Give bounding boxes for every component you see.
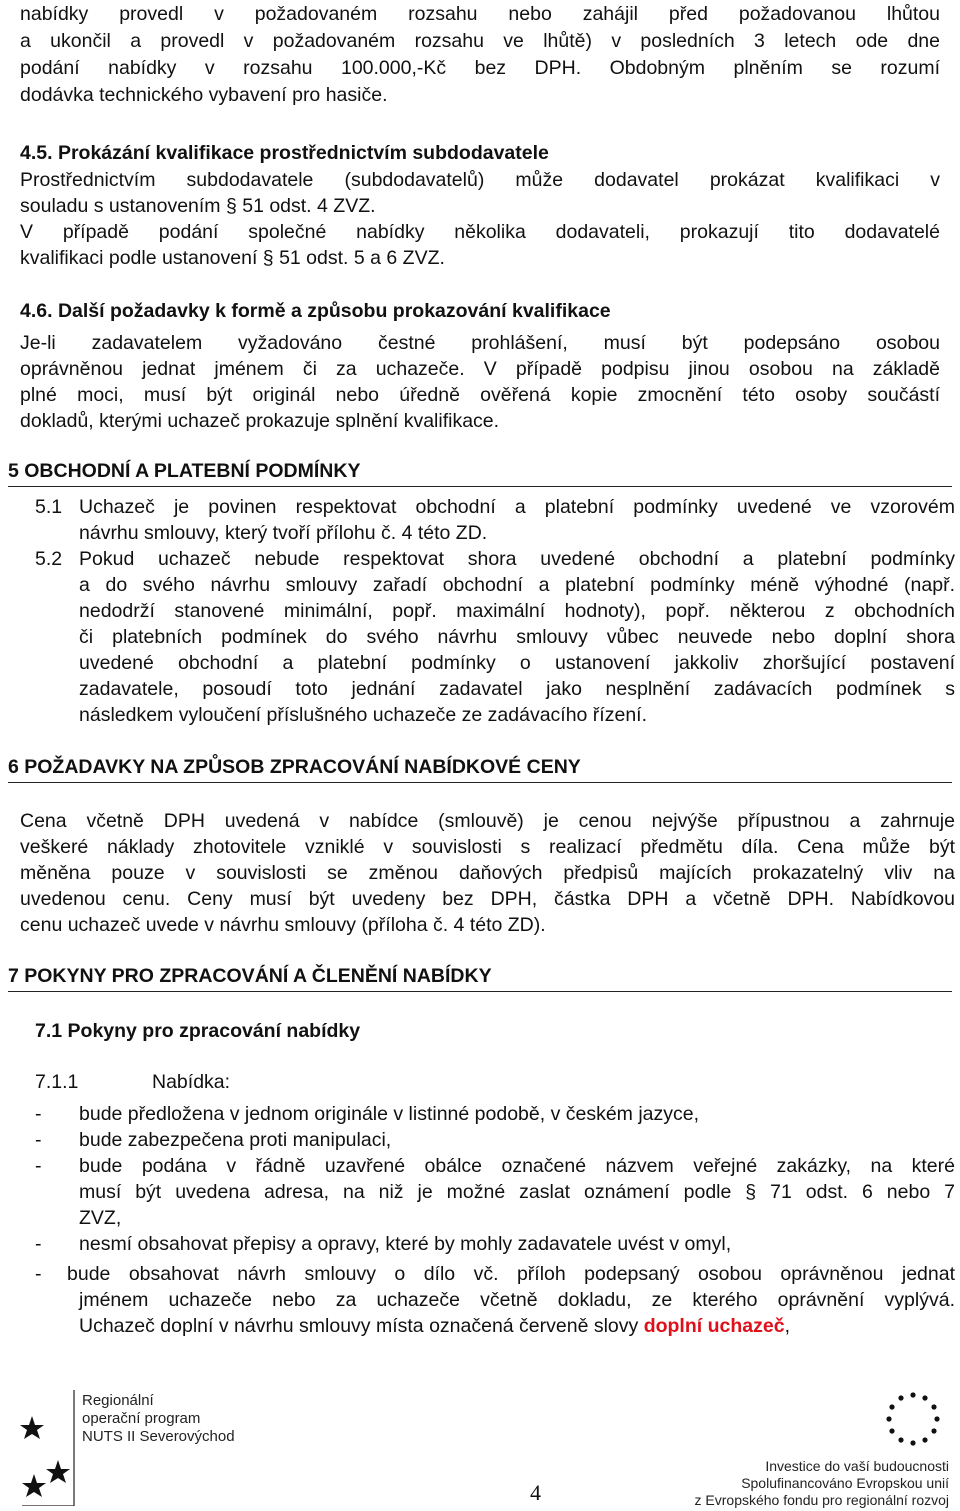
bullet-dash: - xyxy=(35,1233,42,1255)
section-7-1-heading: 7.1 Pokyny pro zpracování nabídky xyxy=(35,1020,361,1042)
para-5-2-line: zadavatele, posoudí toto jednání zadavatel jako nesplnění zadávacích podmínek s xyxy=(79,678,955,700)
section-4-6-line: Je-li zadavatelem vyžadováno čestné prohlášení, musí být podepsáno osobou xyxy=(20,332,940,354)
section-4-5-line: Prostřednictvím subdodavatele (subdodavatelů) může dodavatel prokázat kvalifikaci v xyxy=(20,169,940,191)
rop-logo-line: operační program xyxy=(82,1410,201,1427)
page-number: 4 xyxy=(530,1480,541,1505)
rop-logo-line: NUTS II Severovýchod xyxy=(82,1428,235,1445)
section-6-line: veškeré náklady zhotovitele vzniklé v souvislosti s realizací předmětu díla. Cena může být xyxy=(20,836,955,858)
eu-logo xyxy=(694,1388,955,1508)
para-5-1-line: Uchazeč je povinen respektovat obchodní a platební podmínky uvedené ve vzorovém xyxy=(79,496,955,518)
final-instruction-text: Uchazeč doplní v návrhu smlouvy místa označená červeně slovy xyxy=(79,1315,644,1337)
rop-stars-graphic xyxy=(18,1388,88,1506)
bullet-line: bude podána v řádně uzavřené obálce označené názvem veřejné zakázky, na které xyxy=(79,1155,955,1177)
section-6-line: měněna pouze v souvislosti se změnou daňových předpisů majících prokazatelný vliv na xyxy=(20,862,955,884)
eu-stars-icon xyxy=(873,1388,953,1450)
section-6-heading: 6 POŽADAVKY NA ZPŮSOB ZPRACOVÁNÍ NABÍDKOVÉ CENY xyxy=(8,756,581,778)
red-placeholder-text: doplní uchazeč xyxy=(643,1315,785,1337)
eu-logo-text xyxy=(689,1458,949,1509)
section-4-6-line: dokladů, kterými uchazeč prokazuje splnění kvalifikace. xyxy=(20,410,500,432)
para-5-2-line: Pokud uchazeč nebude respektovat shora uvedené obchodní a platební podmínky xyxy=(79,548,955,570)
bullet-dash: - xyxy=(35,1263,42,1285)
section-7-rule xyxy=(8,991,952,992)
para-5-2-line: nedodrží stanovené minimální, popř. maximální hodnoty), popř. některou z obchodních xyxy=(79,600,955,622)
rop-logo-line: Regionální xyxy=(82,1392,154,1409)
intro-line: a ukončil a provedl v požadovaném rozsahu ve lhůtě) v posledních 3 letech ode dne xyxy=(20,30,940,52)
section-7-heading: 7 POKYNY PRO ZPRACOVÁNÍ A ČLENĚNÍ NABÍDKY xyxy=(8,965,492,987)
bullet-dash: - xyxy=(35,1155,42,1177)
para-5-2-line: následkem vyloučení příslušného uchazeče ze zadávacího řízení. xyxy=(79,704,647,726)
section-7-1-1-number: 7.1.1 xyxy=(35,1071,79,1093)
para-5-2-line: uvedené obchodní a platební podmínky o ustanovení jakkoliv zhoršující postavení xyxy=(79,652,955,674)
section-4-5-title: 4.5. Prokázání kvalifikace prostřednictvím subdodavatele xyxy=(20,142,549,164)
bullet-line: ZVZ, xyxy=(79,1207,122,1229)
final-instruction-suffix: , xyxy=(784,1315,790,1337)
section-4-5-line: souladu s ustanovením § 51 odst. 4 ZVZ. xyxy=(20,195,376,217)
section-4-6-line: oprávněnou jednat jménem či za uchazeče. V případě podpisu jinou osobou na základě xyxy=(20,358,940,380)
section-4-6-title: 4.6. Další požadavky k formě a způsobu prokazování kvalifikace xyxy=(20,300,611,322)
bullet-line: bude obsahovat návrh smlouvy o dílo vč. příloh podepsaný osobou oprávněnou jednat xyxy=(67,1263,955,1285)
bullet-dash: - xyxy=(35,1103,42,1125)
eu-logo-line: Investice do vaší budoucnosti xyxy=(765,1458,949,1474)
final-instruction-line xyxy=(79,1313,790,1339)
bullet-line: nesmí obsahovat přepisy a opravy, které by mohly zadavatele uvést v omyl, xyxy=(79,1233,732,1255)
para-5-2-line: či platebních podmínek do svého návrhu smlouvy vůbec neuvede nebo doplní shora xyxy=(79,626,955,648)
section-4-5-line: V případě podání společné nabídky několika dodavateli, prokazují tito dodavatelé xyxy=(20,221,940,243)
bullet-line: musí být uvedena adresa, na niž je možné zaslat oznámení podle § 71 odst. 6 nebo 7 xyxy=(79,1181,955,1203)
intro-line: nabídky provedl v požadovaném rozsahu nebo zahájil před požadovanou lhůtou xyxy=(20,3,940,25)
section-6-rule xyxy=(8,782,952,783)
para-5-1-number: 5.1 xyxy=(35,496,63,518)
section-6-line: uvedenou cenu. Ceny musí být uvedeny bez DPH, částka DPH a včetně DPH. Nabídkovou xyxy=(20,888,955,910)
para-5-2-line: a do svého návrhu smlouvy zařadí obchodní a platební podmínky méně výhodné (např. xyxy=(79,574,955,596)
rop-logo-text xyxy=(82,1392,235,1446)
para-5-1-line: návrhu smlouvy, který tvoří přílohu č. 4 této ZD. xyxy=(79,522,488,544)
section-6-line: cenu uchazeč uvede v návrhu smlouvy (příloha č. 4 této ZD). xyxy=(20,914,546,936)
bullet-line: jménem uchazeče nebo za uchazeče včetně dokladu, ze kterého oprávnění vyplývá. xyxy=(79,1289,955,1311)
bullet-line: bude zabezpečena proti manipulaci, xyxy=(79,1129,392,1151)
para-5-2-number: 5.2 xyxy=(35,548,63,570)
section-5-rule xyxy=(8,486,952,487)
section-7-1-1-title: Nabídka: xyxy=(152,1071,231,1093)
intro-line: podání nabídky v rozsahu 100.000,-Kč bez DPH. Obdobným plněním se rozumí xyxy=(20,57,940,79)
bullet-dash: - xyxy=(35,1129,42,1151)
section-6-line: Cena včetně DPH uvedená v nabídce (smlouvě) je cenou nejvýše přípustnou a zahrnuje xyxy=(20,810,955,832)
eu-logo-line: Spolufinancováno Evropskou unií xyxy=(741,1475,949,1491)
intro-line: dodávka technického vybavení pro hasiče. xyxy=(20,84,388,106)
section-4-6-line: plné moci, musí být originál nebo úředně ověřená kopie zmocnění této osoby součástí xyxy=(20,384,940,406)
eu-logo-line: z Evropského fondu pro regionální rozvoj xyxy=(694,1492,949,1508)
section-5-heading: 5 OBCHODNÍ A PLATEBNÍ PODMÍNKY xyxy=(8,460,361,482)
rop-logo xyxy=(18,1388,248,1506)
section-4-5-line: kvalifikaci podle ustanovení § 51 odst. 5 a 6 ZVZ. xyxy=(20,247,445,269)
bullet-line: bude předložena v jednom originále v listinné podobě, v českém jazyce, xyxy=(79,1103,700,1125)
